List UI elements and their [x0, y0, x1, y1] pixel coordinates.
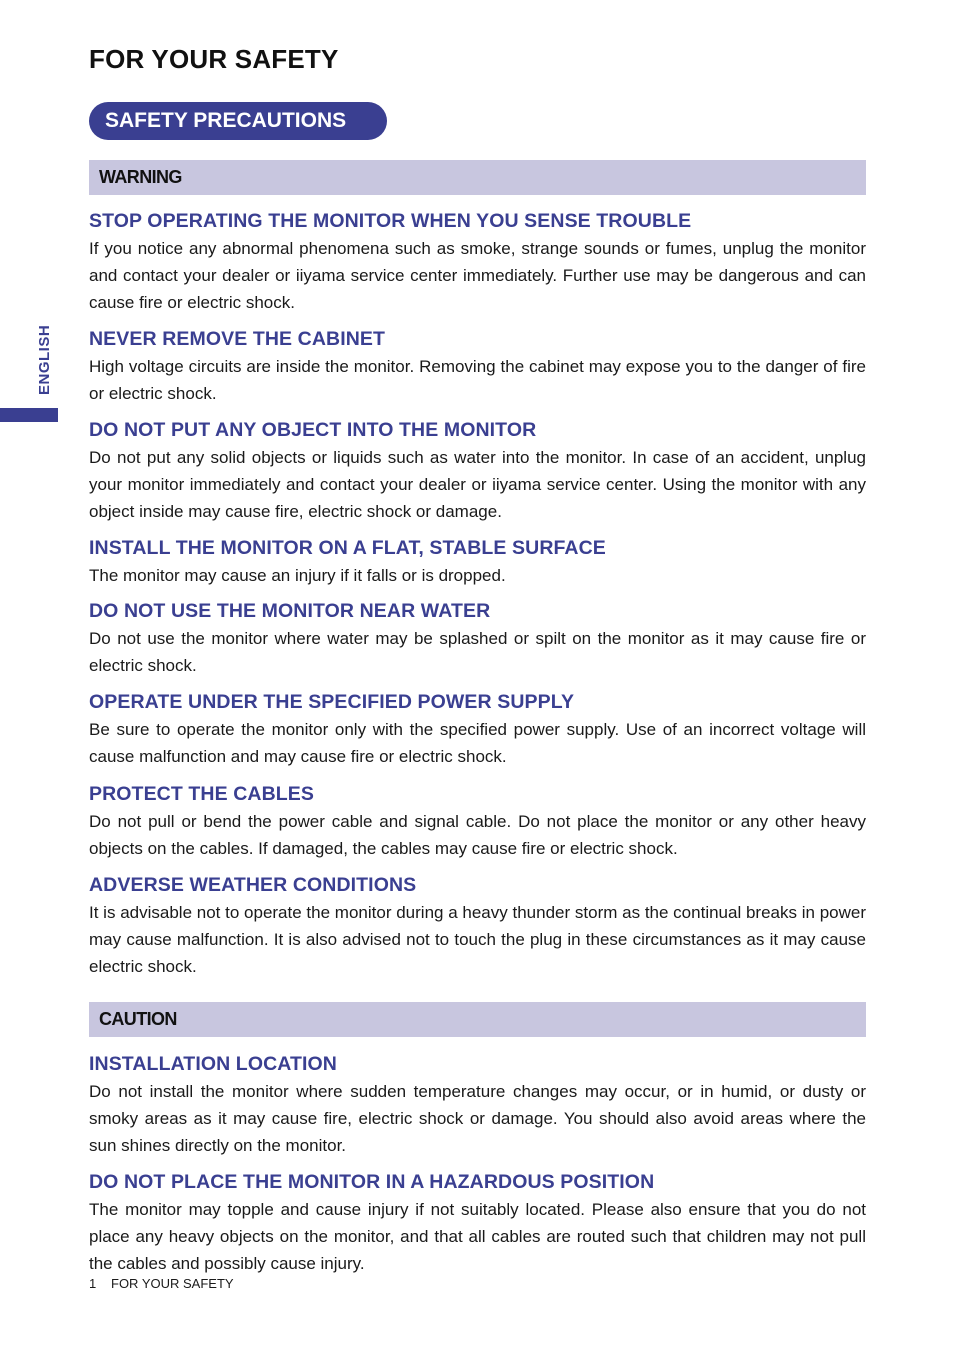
warning-item — [89, 208, 866, 316]
item-body: High voltage circuits are inside the monitor. Removing the cabinet may expose you to the danger of fire or electric shock. — [89, 357, 866, 403]
page-title: FOR YOUR SAFETY — [89, 44, 339, 74]
item-body: It is advisable not to operate the monitor during a heavy thunder storm as the continual breaks in power may cause malfunction. It is also advised not to touch the plug in these circumstances as it may cause electric shock. — [89, 903, 866, 976]
page-footer — [89, 1276, 234, 1291]
item-body: Do not put any solid objects or liquids such as water into the monitor. In case of an accident, unplug your monitor immediately and contact your dealer or iiyama service center. Using the monitor with any object inside may cause fire, electric shock or damage. — [89, 448, 866, 521]
item-body: If you notice any abnormal phenomena such as smoke, strange sounds or fumes, unplug the monitor and contact your dealer or iiyama service center immediately. Further use may be dangerous and can cause fire or electric shock. — [89, 239, 866, 312]
warning-item — [89, 689, 866, 770]
item-heading: INSTALL THE MONITOR ON A FLAT, STABLE SURFACE — [89, 537, 606, 559]
item-body: The monitor may cause an injury if it falls or is dropped. — [89, 566, 506, 585]
caution-item — [89, 1169, 866, 1277]
caution-item — [89, 1051, 866, 1159]
item-heading: DO NOT PUT ANY OBJECT INTO THE MONITOR — [89, 419, 537, 441]
item-heading: PROTECT THE CABLES — [89, 783, 314, 805]
footer-label: FOR YOUR SAFETY — [111, 1276, 234, 1291]
warning-item — [89, 781, 866, 862]
item-heading: STOP OPERATING THE MONITOR WHEN YOU SENSE TROUBLE — [89, 210, 692, 232]
warning-item — [89, 417, 866, 525]
item-heading: NEVER REMOVE THE CABINET — [89, 328, 386, 350]
warning-item — [89, 535, 866, 589]
item-body: Do not pull or bend the power cable and signal cable. Do not place the monitor or any other heavy objects on the cables. If damaged, the cables may cause fire or electric shock. — [89, 812, 866, 858]
item-body: Do not use the monitor where water may be splashed or spilt on the monitor as it may cause fire or electric shock. — [89, 629, 866, 675]
section-pill-safety-precautions: SAFETY PRECAUTIONS — [89, 102, 387, 140]
caution-band: CAUTION — [89, 1002, 866, 1037]
item-heading: DO NOT USE THE MONITOR NEAR WATER — [89, 600, 491, 622]
item-heading: INSTALLATION LOCATION — [89, 1053, 337, 1075]
item-heading: OPERATE UNDER THE SPECIFIED POWER SUPPLY — [89, 691, 575, 713]
language-side-label: ENGLISH — [36, 324, 53, 396]
language-side-tab — [0, 408, 58, 422]
item-body: The monitor may topple and cause injury if not suitably located. Please also ensure that you do not place any heavy objects on the monitor, and that all cables are routed such that children may not pull the cables and possibly cause injury. — [89, 1200, 866, 1273]
warning-item — [89, 872, 866, 980]
item-heading: ADVERSE WEATHER CONDITIONS — [89, 874, 417, 896]
item-heading: DO NOT PLACE THE MONITOR IN A HAZARDOUS POSITION — [89, 1171, 655, 1193]
item-body: Be sure to operate the monitor only with the specified power supply. Use of an incorrect voltage will cause malfunction and may cause fire or electric shock. — [89, 720, 866, 766]
item-body: Do not install the monitor where sudden temperature changes may occur, or in humid, or dusty or smoky areas as it may cause fire, electric shock or damage. You should also avoid areas where the sun shines directly on the monitor. — [89, 1082, 866, 1155]
warning-band: WARNING — [89, 160, 866, 195]
warning-item — [89, 598, 866, 679]
warning-item — [89, 326, 866, 407]
page-number: 1 — [89, 1276, 97, 1291]
